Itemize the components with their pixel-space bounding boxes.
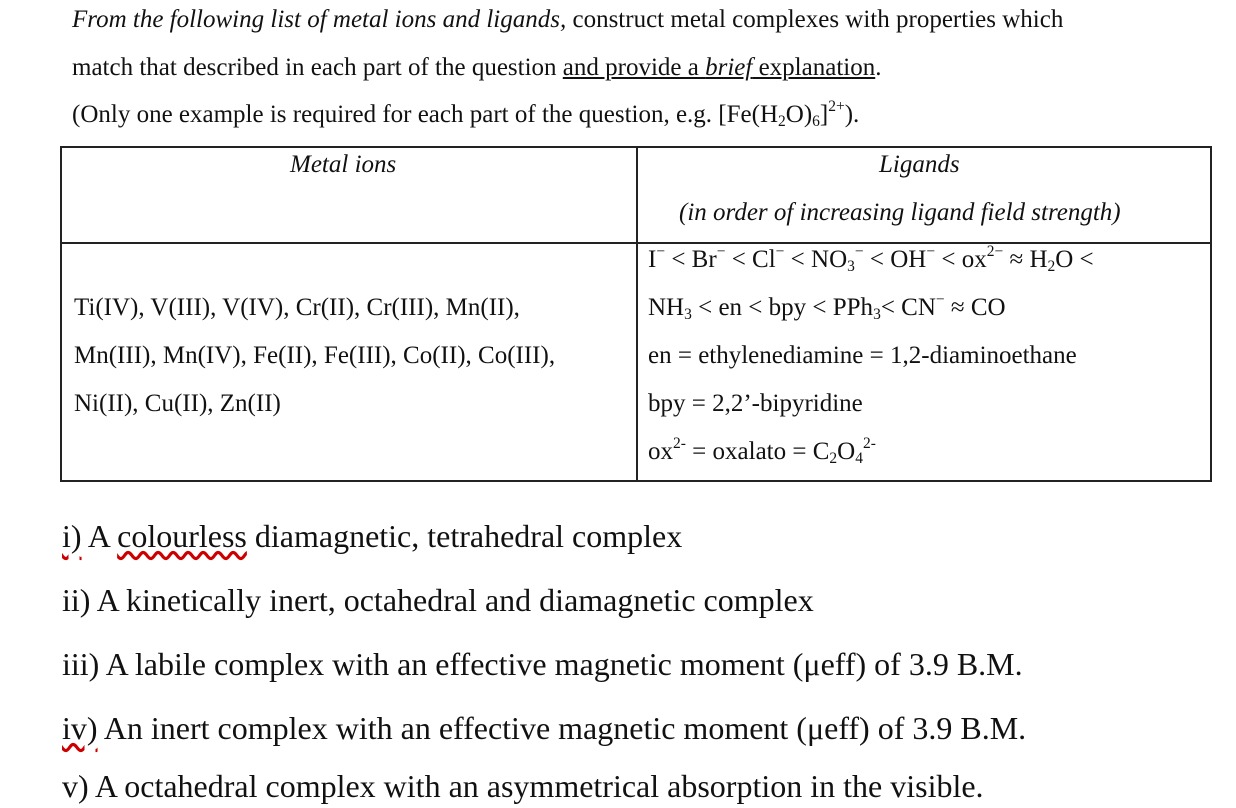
- header-ligands-order: (in order of increasing ligand field strength): [679, 199, 1121, 226]
- question-label: iv): [62, 710, 98, 746]
- ligand-text: ≈ CO: [944, 294, 1006, 321]
- ligand-text: ox: [648, 438, 673, 465]
- ligand-text: < OH: [863, 246, 927, 273]
- question-text: A: [81, 518, 118, 554]
- intro-text: ).: [844, 101, 860, 128]
- ligand-text: < ox: [935, 246, 987, 273]
- metal-ions-line-2: Mn(III), Mn(IV), Fe(II), Fe(III), Co(II), Co(III),: [74, 342, 556, 369]
- explanation-underline: [563, 54, 875, 81]
- charge-sup: −: [656, 243, 666, 261]
- subscript: 2: [1047, 257, 1056, 275]
- ligand-text: < en < bpy < PPh: [691, 294, 874, 321]
- ions-ligands-table: [60, 146, 1212, 482]
- ligand-text: NH: [648, 294, 685, 321]
- ligand-series-line-2: [648, 291, 1006, 323]
- charge-sup: 2-: [862, 435, 876, 453]
- charge-sup: −: [716, 243, 726, 261]
- subscript: 3: [873, 305, 881, 323]
- subscript: 2: [778, 112, 786, 130]
- ligand-text: < Br: [665, 246, 717, 273]
- intro-text: construct metal complexes with properties which: [566, 6, 1064, 33]
- ligand-series-line-1: [648, 243, 1094, 275]
- charge-sup: −: [775, 243, 785, 261]
- intro-text: O): [785, 101, 813, 128]
- subscript: 3: [684, 305, 692, 323]
- ligand-definition-ox: [648, 435, 876, 467]
- intro-text: (Only one example is required for each part of the question, e.g. [Fe(H: [72, 101, 779, 128]
- question-text: diamagnetic, tetrahedral complex: [246, 518, 683, 554]
- subscript: 4: [855, 449, 863, 467]
- intro-line-3: [72, 100, 859, 130]
- metal-ions-line-1: Ti(IV), V(III), V(IV), Cr(II), Cr(III), Mn(II),: [74, 294, 520, 321]
- question-v: v) A octahedral complex with an asymmetrical absorption in the visible.: [62, 768, 984, 804]
- intro-text: .: [875, 54, 882, 81]
- intro-italic: From the following list of metal ions and ligands,: [72, 6, 567, 33]
- question-text: colourless: [117, 518, 247, 554]
- intro-line-2: [72, 53, 881, 83]
- table-column-divider: [636, 148, 638, 480]
- ligand-text: < CN: [880, 294, 936, 321]
- question-iii: iii) A labile complex with an effective magnetic moment (μeff) of 3.9 B.M.: [62, 646, 1023, 682]
- ligand-text: I: [648, 246, 657, 273]
- intro-text: match that described in each part of the question: [72, 54, 563, 81]
- subscript: 2: [829, 449, 838, 467]
- header-metal-ions: Metal ions: [290, 151, 397, 178]
- intro-text: ]: [819, 101, 829, 128]
- charge-sup: 2−: [986, 243, 1004, 261]
- intro-text: brief: [705, 54, 753, 81]
- metal-ions-line-3: Ni(II), Cu(II), Zn(II): [74, 390, 281, 417]
- ligand-text: O <: [1055, 246, 1094, 273]
- question-text: An inert complex with an effective magnetic moment (μeff) of 3.9 B.M.: [97, 710, 1027, 746]
- ligand-text: < Cl: [725, 246, 776, 273]
- ligand-text: O: [837, 438, 856, 465]
- ligand-text: ≈ H: [1003, 246, 1048, 273]
- question-iv: [62, 710, 1026, 746]
- ligand-text: = oxalato = C: [685, 438, 830, 465]
- ligand-definition-en: en = ethylenediamine = 1,2-diaminoethane: [648, 342, 1077, 369]
- ligand-text: < NO: [784, 246, 848, 273]
- question-ii: ii) A kinetically inert, octahedral and diamagnetic complex: [62, 582, 814, 618]
- intro-line-1: [72, 5, 1063, 35]
- header-ligands: Ligands: [879, 151, 960, 178]
- intro-text: explanation: [752, 54, 876, 81]
- superscript: 2+: [828, 98, 845, 116]
- ligand-definition-bpy: bpy = 2,2’-bipyridine: [648, 390, 863, 417]
- charge-sup: −: [935, 291, 945, 309]
- question-i: [62, 518, 682, 554]
- subscript: 6: [812, 112, 820, 130]
- intro-text: and provide a: [562, 54, 706, 81]
- charge-sup: −: [854, 243, 864, 261]
- question-label: i): [62, 518, 82, 554]
- charge-sup: −: [926, 243, 936, 261]
- subscript: 3: [847, 257, 855, 275]
- charge-sup: 2-: [673, 435, 686, 453]
